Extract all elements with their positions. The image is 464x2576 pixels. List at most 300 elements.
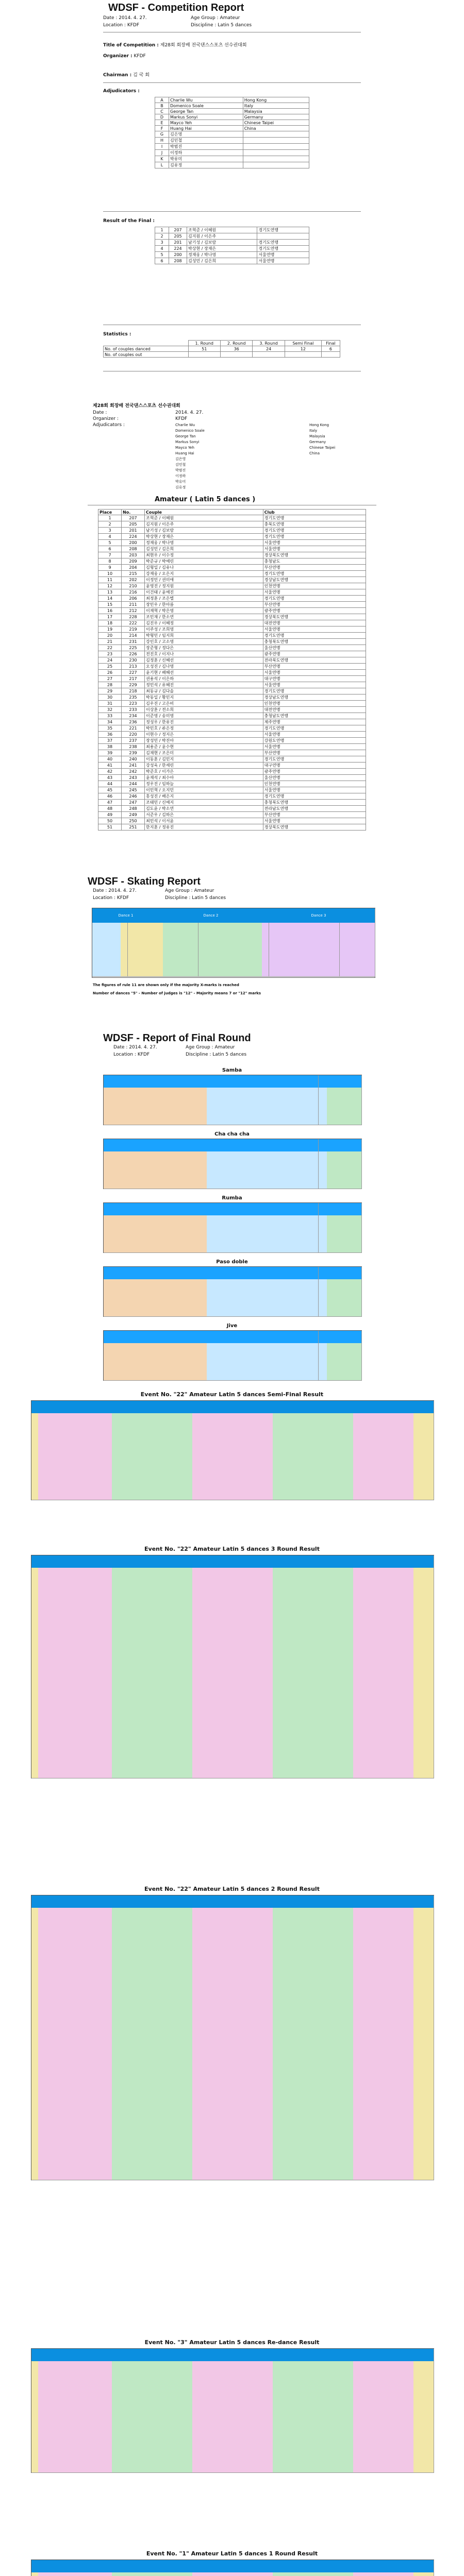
dance-grid — [103, 1330, 362, 1381]
skating-cell — [269, 963, 277, 970]
skating-cell — [247, 923, 255, 930]
skating-cell — [226, 956, 234, 963]
adjudicator-name: George Tan — [169, 109, 243, 114]
round-cell — [340, 1772, 347, 1778]
round-cell — [380, 1772, 387, 1778]
ranking-couple: 정민석 / 유혜진 — [145, 682, 263, 688]
skating-cell — [283, 943, 291, 950]
skating-cell — [106, 923, 114, 930]
final-round-title: WDSF - Report of Final Round — [103, 1032, 251, 1044]
ranking-couple: 강재웅 / 오은지 — [145, 571, 263, 577]
ranking-no: 219 — [122, 626, 145, 633]
ranking-no: 224 — [122, 534, 145, 540]
ranking-no: 218 — [122, 688, 145, 694]
round-grid — [31, 1555, 434, 1778]
ranking-place: 3 — [98, 528, 122, 534]
final-couple: 박상현 / 장재은 — [187, 246, 257, 252]
ranking-header: Place — [98, 510, 122, 515]
skating-cell — [262, 929, 270, 937]
skating-cell — [311, 929, 319, 937]
adjudicator-name: 김민철 — [169, 138, 243, 144]
ranking-place: 32 — [98, 707, 122, 713]
round-cell — [413, 1772, 421, 1778]
p2-name: 김은영 — [175, 457, 186, 461]
skating-cell — [92, 970, 100, 977]
dance-cell — [181, 1374, 190, 1381]
p2-name: 박유미 — [175, 480, 186, 484]
round-cell — [199, 1494, 206, 1500]
skating-cell — [340, 970, 347, 977]
ranking-place: 44 — [98, 781, 122, 787]
ranking-club: 광주연맹 — [263, 608, 366, 614]
ranking-row — [98, 589, 366, 596]
skating-cell — [354, 923, 361, 930]
round-cell — [92, 1494, 99, 1500]
ranking-couple: 최현우 / 이수정 — [145, 552, 263, 558]
ranking-club: 울산연맹 — [263, 775, 366, 781]
p2-name: 김유정 — [175, 485, 186, 489]
ranking-couple: 정재웅 / 박나영 — [145, 540, 263, 546]
ranking-couple: 남기성 / 김보람 — [145, 528, 263, 534]
ranking-couple: 이준영 / 송미영 — [145, 713, 263, 719]
dance-cell — [250, 1310, 259, 1317]
skating-cell — [247, 970, 255, 977]
skating-cell — [283, 923, 291, 930]
final-result-table — [155, 227, 309, 264]
dance-cell — [155, 1118, 164, 1125]
skating-cell — [128, 970, 136, 977]
skating-cell — [205, 950, 213, 957]
ranking-club: 대구연맹 — [263, 762, 366, 769]
skating-cell — [226, 963, 234, 970]
fr-discipline: Discipline : Latin 5 dances — [186, 1052, 247, 1057]
p2-organizer-value: KFDF — [175, 416, 188, 421]
dance-cell — [344, 1310, 353, 1317]
skating-cell — [276, 943, 284, 950]
skating-cell — [340, 923, 347, 930]
adjudicator-row — [155, 120, 309, 126]
ranking-row — [98, 775, 366, 781]
skating-cell — [276, 956, 284, 963]
ranking-couple: 김성민 / 김은희 — [145, 546, 263, 552]
ranking-no: 247 — [122, 800, 145, 806]
round-cell — [360, 1772, 367, 1778]
skating-cell — [170, 956, 178, 963]
round-cell — [300, 1772, 307, 1778]
stat-label: No. of couples danced — [104, 346, 189, 352]
fr-date: Date : 2014. 4. 27. — [113, 1045, 157, 1050]
skating-col-group: Dance 3 — [262, 908, 375, 923]
skating-cell — [191, 956, 199, 963]
dance-cell — [275, 1310, 285, 1317]
ranking-club: 경기도연맹 — [263, 528, 366, 534]
adjudicator-code: E — [155, 120, 169, 126]
ranking-place: 13 — [98, 589, 122, 596]
skating-cell — [340, 943, 347, 950]
skating-cell — [92, 963, 100, 970]
skating-cell — [234, 929, 241, 937]
skating-cell — [100, 963, 107, 970]
skating-cell — [106, 936, 114, 943]
ranking-no: 243 — [122, 775, 145, 781]
stat-value — [220, 352, 252, 358]
dance-cell — [104, 1310, 113, 1317]
ranking-no: 227 — [122, 670, 145, 676]
ranking-no: 206 — [122, 596, 145, 602]
round-cell — [360, 1494, 367, 1500]
ranking-couple: 이민혁 / 오지민 — [145, 787, 263, 793]
dance-cell — [301, 1310, 310, 1317]
dance-cell — [138, 1182, 147, 1189]
dance-cell — [336, 1310, 345, 1317]
adjudicator-country: Italy — [243, 103, 309, 109]
ranking-row — [98, 806, 366, 812]
ranking-no: 203 — [122, 552, 145, 558]
ranking-couple: 김정훈 / 신혜선 — [145, 657, 263, 664]
skating-cell — [368, 956, 375, 963]
skating-cell — [156, 970, 163, 977]
dance-cell — [190, 1246, 199, 1253]
round-cell — [393, 1772, 401, 1778]
skating-cell — [325, 936, 333, 943]
round-cell — [172, 1494, 179, 1500]
ranking-couple: 박상현 / 장재은 — [145, 534, 263, 540]
final-place: 3 — [155, 240, 169, 246]
dance-cell — [353, 1310, 362, 1317]
adjudicator-code: L — [155, 162, 169, 168]
skating-cell — [354, 970, 361, 977]
ranking-row — [98, 571, 366, 577]
ranking-club: 충북도연맹 — [263, 521, 366, 528]
ranking-row — [98, 614, 366, 620]
skating-cell — [135, 963, 142, 970]
skating-cell — [198, 923, 206, 930]
final-club: 경기도연맹 — [257, 240, 309, 246]
skating-cell — [205, 963, 213, 970]
dance-cell — [164, 1182, 173, 1189]
ranking-couple: 강인호 / 고소영 — [145, 639, 263, 645]
final-result-row — [155, 258, 309, 264]
round-cell — [239, 1494, 246, 1500]
dance-cell — [104, 1374, 113, 1381]
dance-cell — [164, 1118, 173, 1125]
ranking-place: 36 — [98, 732, 122, 738]
ranking-row — [98, 750, 366, 756]
dance-cell — [258, 1374, 268, 1381]
skating-cell — [255, 943, 262, 950]
skating-cell — [276, 963, 284, 970]
dance-cell — [301, 1246, 310, 1253]
ranking-no: 216 — [122, 589, 145, 596]
stat-value — [188, 352, 220, 358]
dance-cell — [293, 1118, 302, 1125]
final-club: 서울연맹 — [257, 252, 309, 258]
skating-cell — [241, 943, 248, 950]
dance-cell — [275, 1246, 285, 1253]
ranking-place: 49 — [98, 812, 122, 818]
ranking-place: 4 — [98, 534, 122, 540]
skating-cell — [100, 956, 107, 963]
dance-cell — [172, 1246, 181, 1253]
p2-organizer: Organizer : — [93, 416, 119, 421]
final-result-row — [155, 240, 309, 246]
round-cell — [38, 1772, 45, 1778]
ranking-place: 5 — [98, 540, 122, 546]
round-cell — [333, 1494, 340, 1500]
skating-cell — [220, 929, 227, 937]
skating-cell — [198, 970, 206, 977]
stat-value: 36 — [220, 346, 252, 352]
ranking-couple: 전진호 / 이지나 — [145, 651, 263, 657]
skating-cell — [255, 936, 262, 943]
skating-cell — [368, 929, 375, 937]
ranking-place: 23 — [98, 651, 122, 657]
ranking-couple: 윤기현 / 배혜선 — [145, 670, 263, 676]
ranking-club: 제주연맹 — [263, 719, 366, 725]
round-cell — [219, 1494, 226, 1500]
final-result-row — [155, 252, 309, 258]
adjudicator-code: H — [155, 138, 169, 144]
ranking-place: 16 — [98, 608, 122, 614]
ranking-club: 대구연맹 — [263, 676, 366, 682]
p2-name: Huang Hai — [175, 451, 194, 455]
ranking-club: 전라북도연맹 — [263, 657, 366, 664]
round-cell — [320, 1494, 327, 1500]
dance-cell — [207, 1374, 216, 1381]
ranking-no: 215 — [122, 571, 145, 577]
skating-age: Age Group : Amateur — [165, 888, 214, 893]
adjudicator-row — [155, 144, 309, 150]
adjudicator-row — [155, 131, 309, 138]
ranking-club: 경상남도연맹 — [263, 577, 366, 583]
skating-cell — [212, 943, 220, 950]
skating-cell — [149, 963, 157, 970]
age-group-row: Age Group : Amateur — [191, 15, 240, 21]
dance-cell — [250, 1246, 259, 1253]
skating-cell — [247, 956, 255, 963]
skating-cell — [269, 929, 277, 937]
adjudicator-name: 이정하 — [169, 150, 243, 156]
p2-adjudicator-countries — [309, 422, 335, 456]
skating-cell — [226, 943, 234, 950]
adjudicator-name: Domenico Soale — [169, 103, 243, 109]
round-cell — [293, 1772, 300, 1778]
skating-cell — [269, 943, 277, 950]
round-cell — [413, 1494, 421, 1500]
ranking-no: 244 — [122, 781, 145, 787]
round-grid-header — [31, 1401, 434, 1414]
skating-date: Date : 2014. 4. 27. — [93, 888, 137, 893]
dance-cell — [112, 1374, 122, 1381]
skating-cell — [333, 943, 340, 950]
ranking-club: 충청북도연맹 — [263, 639, 366, 645]
skating-cell — [346, 956, 354, 963]
round-cell — [186, 1772, 193, 1778]
skating-cell — [128, 950, 136, 957]
ranking-title: Amateur ( Latin 5 dances ) — [155, 496, 256, 503]
round-cell — [98, 1494, 106, 1500]
skating-cell — [354, 963, 361, 970]
dance-cell — [344, 1118, 353, 1125]
dance-cell — [112, 1246, 122, 1253]
round-cell — [85, 1494, 92, 1500]
skating-cell — [177, 929, 185, 937]
ranking-couple: 장민우 / 한아름 — [145, 602, 263, 608]
ranking-couple: 정우진 / 임하늘 — [145, 781, 263, 787]
ranking-row — [98, 546, 366, 552]
dance-cell — [138, 1374, 147, 1381]
ranking-place: 27 — [98, 676, 122, 682]
skating-cell — [318, 936, 326, 943]
ranking-club: 서울연맹 — [263, 818, 366, 824]
skating-cell — [198, 936, 206, 943]
ranking-no: 209 — [122, 558, 145, 565]
statistics-label: Statistics : — [103, 332, 131, 337]
skating-cell — [241, 923, 248, 930]
round-cell — [192, 1494, 200, 1500]
dance-cell — [224, 1118, 233, 1125]
dance-title: Paso doble — [216, 1259, 248, 1265]
skating-cell — [361, 923, 369, 930]
round-cell — [165, 1772, 173, 1778]
stat-value: 24 — [253, 346, 285, 352]
ranking-row — [98, 676, 366, 682]
skating-cell — [297, 943, 305, 950]
ranking-club: 대전연맹 — [263, 620, 366, 626]
round-cell — [286, 1772, 293, 1778]
ranking-club: 경기도연맹 — [263, 725, 366, 732]
round-cell — [212, 1772, 220, 1778]
ranking-place: 17 — [98, 614, 122, 620]
ranking-club: 경상북도연맹 — [263, 824, 366, 831]
ranking-no: 238 — [122, 744, 145, 750]
adjudicator-code: G — [155, 131, 169, 138]
ranking-couple: 이정민 / 권미애 — [145, 577, 263, 583]
skating-cell — [241, 929, 248, 937]
round-cell — [353, 1772, 360, 1778]
skating-cell — [304, 956, 312, 963]
skating-cell — [135, 956, 142, 963]
skating-cell — [177, 950, 185, 957]
round-cell — [420, 1494, 427, 1500]
skating-cell — [361, 936, 369, 943]
ranking-no: 210 — [122, 583, 145, 589]
dance-grid — [103, 1266, 362, 1317]
p2-name: Markus Sonyi — [175, 440, 200, 444]
ranking-club: 경기도연맹 — [263, 756, 366, 762]
round-cell — [58, 1772, 65, 1778]
dance-cell — [319, 1182, 328, 1189]
skating-cell — [346, 936, 354, 943]
ranking-no: 214 — [122, 633, 145, 639]
ranking-club: 광주연맹 — [263, 651, 366, 657]
adjudicator-code: A — [155, 97, 169, 103]
dance-cell — [344, 1246, 353, 1253]
dance-cell — [267, 1118, 276, 1125]
skating-cell — [333, 950, 340, 957]
ranking-no: 228 — [122, 614, 145, 620]
divider — [103, 211, 361, 212]
ranking-place: 18 — [98, 620, 122, 626]
adjudicator-code: D — [155, 114, 169, 120]
round-cell — [387, 1772, 394, 1778]
final-couple: 김성민 / 김은희 — [187, 258, 257, 264]
skating-cell — [92, 929, 100, 937]
skating-cell — [135, 943, 142, 950]
stat-header: 2. Round — [220, 341, 252, 346]
skating-cell — [121, 956, 128, 963]
ranking-row — [98, 756, 366, 762]
dance-cell — [224, 1182, 233, 1189]
ranking-place: 14 — [98, 596, 122, 602]
round-grid-header — [31, 1895, 434, 1908]
round-cell — [206, 1772, 213, 1778]
skating-cell — [241, 970, 248, 977]
skating-cell — [234, 963, 241, 970]
skating-cell — [205, 936, 213, 943]
skating-cell — [297, 970, 305, 977]
round-cell — [206, 1494, 213, 1500]
skating-cell — [346, 950, 354, 957]
dance-cell — [319, 1374, 328, 1381]
ranking-place: 30 — [98, 694, 122, 701]
round-cell — [407, 1772, 414, 1778]
round-cell — [72, 1772, 79, 1778]
round-cell — [139, 1494, 146, 1500]
round-cell — [72, 1494, 79, 1500]
skating-cell — [142, 923, 150, 930]
round-cell — [152, 1494, 159, 1500]
ranking-no: 201 — [122, 528, 145, 534]
dance-cell — [129, 1182, 139, 1189]
skating-cell — [205, 929, 213, 937]
skating-cell — [325, 956, 333, 963]
skating-cell — [156, 950, 163, 957]
final-club: 서울연맹 — [257, 258, 309, 264]
skating-cell — [255, 963, 262, 970]
skating-cell — [106, 970, 114, 977]
skating-cell — [92, 936, 100, 943]
ranking-couple: 오성진 / 김나영 — [145, 664, 263, 670]
ranking-row — [98, 552, 366, 558]
stat-value — [321, 352, 340, 358]
dance-cell — [293, 1310, 302, 1317]
ranking-place: 42 — [98, 769, 122, 775]
ranking-header: No. — [122, 510, 145, 515]
skating-cell — [156, 936, 163, 943]
p2-country: Hong Kong — [309, 423, 329, 427]
ranking-row — [98, 682, 366, 688]
ranking-row — [98, 769, 366, 775]
dance-cell — [216, 1310, 225, 1317]
round-cell — [212, 1494, 220, 1500]
skating-report-title: WDSF - Skating Report — [88, 876, 201, 887]
round-cell — [420, 1772, 427, 1778]
ranking-place: 51 — [98, 824, 122, 831]
skating-cell — [276, 936, 284, 943]
ranking-couple: 박준규 / 박예린 — [145, 558, 263, 565]
stat-value: 6 — [321, 346, 340, 352]
adjudicator-row — [155, 109, 309, 114]
ranking-club: 강원도연맹 — [263, 738, 366, 744]
round-cell — [233, 1772, 240, 1778]
dance-grid — [103, 1139, 362, 1189]
dance-cell — [190, 1118, 199, 1125]
skating-cell — [135, 936, 142, 943]
skating-cell — [220, 970, 227, 977]
round-cell — [326, 1772, 334, 1778]
skating-cell — [276, 970, 284, 977]
